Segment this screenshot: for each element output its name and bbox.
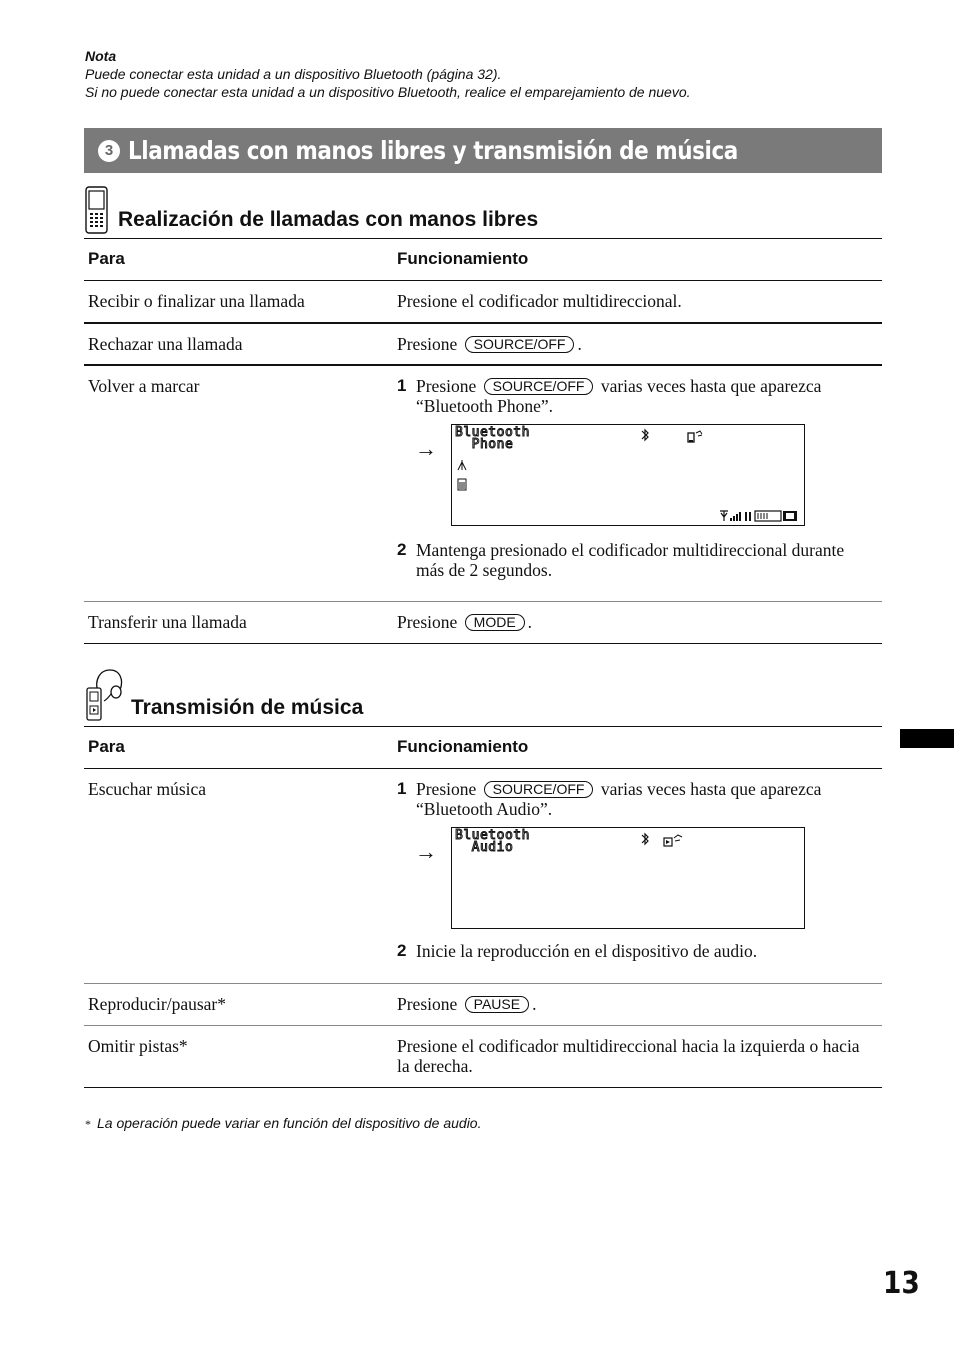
- bluetooth-audio-indicator-icon: [638, 832, 694, 850]
- func-text: Presione: [397, 612, 458, 632]
- music-header: [84, 668, 882, 727]
- col-funcionamiento: Funcionamiento: [397, 737, 529, 756]
- step-text-post: varias veces hasta que aparezca “Bluetooth Phone”.: [416, 376, 822, 416]
- step-1: [397, 376, 874, 416]
- table-row: [84, 281, 882, 324]
- step-2: [397, 941, 874, 961]
- table-row: [84, 324, 882, 366]
- headphones-player-icon: [84, 668, 126, 722]
- lcd-figure: [397, 827, 874, 941]
- music-table-header: [84, 727, 882, 769]
- step-text-pre: Presione: [416, 376, 477, 396]
- col-para: Para: [88, 737, 125, 756]
- step-number: 1: [397, 779, 407, 798]
- step-number: 1: [397, 376, 407, 395]
- row-func: [393, 324, 882, 364]
- row-func: [393, 602, 882, 643]
- page-number: 13: [883, 1266, 920, 1301]
- row-func: Presione el codificador multidireccional hacia la izquierda o hacia la derecha.: [397, 1036, 860, 1076]
- calls-title: Realización de llamadas con manos libres: [118, 208, 539, 231]
- col-para: Para: [88, 249, 125, 268]
- lcd-display: [451, 827, 805, 929]
- table-row: [84, 984, 882, 1026]
- music-title: Transmisión de música: [131, 696, 364, 719]
- step-text-post: varias veces hasta que aparezca “Bluetooth Audio”.: [416, 779, 822, 819]
- mobile-phone-icon: [84, 186, 110, 234]
- source-off-button: SOURCE/OFF: [484, 781, 594, 798]
- step-1: [397, 779, 874, 819]
- row-func: [393, 984, 882, 1025]
- footnote-text: La operación puede variar en función del dispositivo de audio.: [97, 1115, 482, 1131]
- music-section: [84, 668, 882, 1088]
- pause-button: PAUSE: [465, 996, 529, 1013]
- step-text-pre: Presione: [416, 779, 477, 799]
- row-para: Omitir pistas*: [88, 1036, 188, 1056]
- row-func: Presione el codificador multidireccional.: [397, 291, 682, 311]
- table-row: [84, 1026, 882, 1088]
- signal-battery-icon: [456, 459, 468, 491]
- table-row: [84, 366, 882, 602]
- row-para: Escuchar música: [88, 779, 207, 799]
- row-para: Volver a marcar: [88, 376, 200, 396]
- col-funcionamiento: Funcionamiento: [397, 249, 529, 268]
- arrow-icon: →: [415, 839, 437, 864]
- row-para: Reproducir/pausar*: [88, 994, 227, 1014]
- arrow-icon: →: [415, 436, 437, 461]
- bluetooth-phone-indicator-icon: [638, 428, 708, 446]
- step-text: Inicie la reproducción en el dispositivo de audio.: [416, 941, 758, 961]
- section-title: Llamadas con manos libres y transmisión de música: [128, 136, 738, 165]
- step-number: 2: [397, 540, 407, 559]
- section-number-icon: 3: [98, 140, 120, 162]
- lcd-figure: [397, 424, 874, 540]
- chapter-tab-marker: [900, 729, 954, 748]
- note-block: [85, 47, 691, 101]
- note-title: Nota: [85, 48, 117, 64]
- step-text: [416, 376, 874, 416]
- calls-header: [84, 185, 882, 239]
- calls-table-header: [84, 239, 882, 281]
- func-text: .: [577, 334, 582, 354]
- row-para: Recibir o finalizar una llamada: [88, 291, 305, 311]
- footnote: [85, 1115, 482, 1132]
- source-off-button: SOURCE/OFF: [465, 336, 575, 353]
- func-text: .: [527, 612, 533, 632]
- row-para: Transferir una llamada: [88, 612, 247, 632]
- note-line-1: Puede conectar esta unidad a un dispositivo Bluetooth (página 32).: [85, 66, 502, 82]
- footnote-star: *: [85, 1117, 91, 1131]
- row-func: [393, 366, 882, 601]
- func-text: Presione: [397, 334, 458, 354]
- lcd-display: [451, 424, 805, 526]
- lcd-text: Bluetooth Audio: [455, 828, 530, 855]
- table-row: [84, 769, 882, 984]
- row-func: [393, 769, 882, 983]
- func-text: .: [532, 994, 537, 1014]
- mode-button: MODE: [465, 614, 525, 631]
- calls-section: [84, 185, 882, 644]
- section-banner: [84, 128, 882, 173]
- step-2: [397, 540, 874, 580]
- step-number: 2: [397, 941, 407, 960]
- step-text: [416, 779, 874, 819]
- func-text: Presione: [397, 994, 458, 1014]
- note-line-2: Si no puede conectar esta unidad a un dispositivo Bluetooth, realice el emparejamiento de nuevo.: [85, 84, 691, 100]
- status-bar-icon: [718, 509, 802, 523]
- row-para: Rechazar una llamada: [88, 334, 243, 354]
- lcd-text: Bluetooth Phone: [455, 425, 530, 452]
- source-off-button: SOURCE/OFF: [484, 378, 594, 395]
- step-text: Mantenga presionado el codificador multidireccional durante más de 2 segundos.: [416, 540, 845, 580]
- table-row: [84, 602, 882, 644]
